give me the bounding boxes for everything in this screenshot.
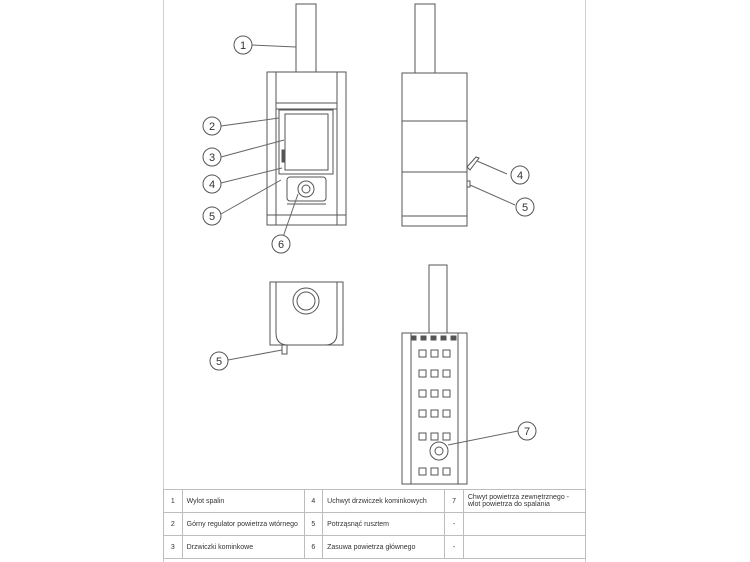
callout-6-label: 6 bbox=[277, 239, 285, 251]
legend-number: 3 bbox=[164, 536, 183, 559]
callout-5 bbox=[203, 207, 221, 225]
top-view bbox=[270, 282, 343, 354]
legend-text bbox=[463, 513, 585, 536]
rear-vent-slot bbox=[431, 370, 438, 377]
rear-vent-slot bbox=[443, 390, 450, 397]
callout-4-side bbox=[511, 166, 529, 184]
leader-lines bbox=[221, 45, 518, 445]
callout-7-label: 7 bbox=[523, 426, 531, 438]
rear-vent-slot bbox=[419, 390, 426, 397]
legend-number: - bbox=[445, 536, 464, 559]
callout-5-label: 5 bbox=[208, 211, 216, 223]
callout-6 bbox=[272, 235, 290, 253]
callout-5-top bbox=[210, 352, 228, 370]
callout-1 bbox=[234, 36, 252, 54]
front-chimney-pipe bbox=[296, 4, 316, 72]
rear-vent-slot bbox=[431, 410, 438, 417]
rear-top-slot bbox=[431, 336, 436, 340]
front-top-panel bbox=[276, 103, 337, 109]
legend-text bbox=[463, 536, 585, 559]
legend-number: 6 bbox=[304, 536, 323, 559]
rear-vent-slot bbox=[443, 410, 450, 417]
legend-text: Zasuwa powietrza głównego bbox=[323, 536, 445, 559]
rear-vent-slot bbox=[431, 468, 438, 475]
callout-4-side-label: 4 bbox=[516, 170, 524, 182]
legend-text: Górny regulator powietrza wtórnego bbox=[182, 513, 304, 536]
side-view bbox=[402, 4, 479, 226]
side-chimney-pipe bbox=[415, 4, 435, 73]
rear-top-slot bbox=[421, 336, 426, 340]
legend-text: Potrząsnąć rusztem bbox=[323, 513, 445, 536]
external-air-intake bbox=[430, 442, 448, 460]
callout-2-label: 2 bbox=[208, 121, 216, 133]
fireplace-door bbox=[279, 110, 333, 174]
rear-vent-slot bbox=[419, 370, 426, 377]
callout-2 bbox=[203, 117, 221, 135]
rear-vent-slot bbox=[443, 433, 450, 440]
rear-vent-grid bbox=[411, 336, 456, 475]
callout-7 bbox=[518, 422, 536, 440]
legend-row bbox=[164, 490, 586, 513]
legend-number: - bbox=[445, 513, 464, 536]
rear-vent-slot bbox=[431, 433, 438, 440]
rear-vent-slot bbox=[431, 390, 438, 397]
grate-shaker-rod bbox=[282, 345, 287, 354]
callout-5-side-label: 5 bbox=[521, 202, 529, 214]
rear-vent-slot bbox=[419, 410, 426, 417]
side-stove-body bbox=[402, 73, 467, 226]
rear-chimney-pipe bbox=[429, 265, 447, 333]
rear-view bbox=[402, 265, 467, 484]
callout-1-label: 1 bbox=[239, 40, 247, 52]
callout-5-top-label: 5 bbox=[215, 356, 223, 368]
rear-vent-slot bbox=[443, 350, 450, 357]
legend-row bbox=[164, 536, 586, 559]
legend-number: 2 bbox=[164, 513, 183, 536]
rear-vent-slot bbox=[419, 468, 426, 475]
callout-4 bbox=[203, 175, 221, 193]
rear-top-slot bbox=[441, 336, 446, 340]
rear-stove-body bbox=[402, 333, 467, 484]
primary-air-damper bbox=[298, 181, 314, 197]
legend-number: 1 bbox=[164, 490, 183, 513]
callout-3 bbox=[203, 148, 221, 166]
front-view bbox=[267, 4, 346, 225]
legend-number: 4 bbox=[304, 490, 323, 513]
callout-4-label: 4 bbox=[208, 179, 216, 191]
callout-3-label: 3 bbox=[208, 152, 216, 164]
legend-text: Chwyt powietrza zewnętrznego - wlot powietrza do spalania bbox=[463, 490, 585, 513]
rear-top-slot bbox=[451, 336, 456, 340]
rear-vent-slot bbox=[431, 350, 438, 357]
rear-vent-slot bbox=[419, 350, 426, 357]
rear-vent-slot bbox=[443, 370, 450, 377]
legend-text: Wylot spalin bbox=[182, 490, 304, 513]
rear-vent-slot bbox=[419, 433, 426, 440]
legend-text: Drzwiczki kominkowe bbox=[182, 536, 304, 559]
legend-text: Uchwyt drzwiczek kominkowych bbox=[323, 490, 445, 513]
callout-5-side bbox=[516, 198, 534, 216]
door-handle bbox=[282, 150, 285, 162]
parts-legend-table bbox=[163, 489, 586, 559]
legend-number: 5 bbox=[304, 513, 323, 536]
legend-row bbox=[164, 513, 586, 536]
rear-top-slot bbox=[411, 336, 416, 340]
fireplace-door-glass bbox=[285, 114, 328, 170]
rear-vent-slot bbox=[443, 468, 450, 475]
side-door-handle bbox=[467, 157, 479, 170]
legend-number: 7 bbox=[445, 490, 464, 513]
